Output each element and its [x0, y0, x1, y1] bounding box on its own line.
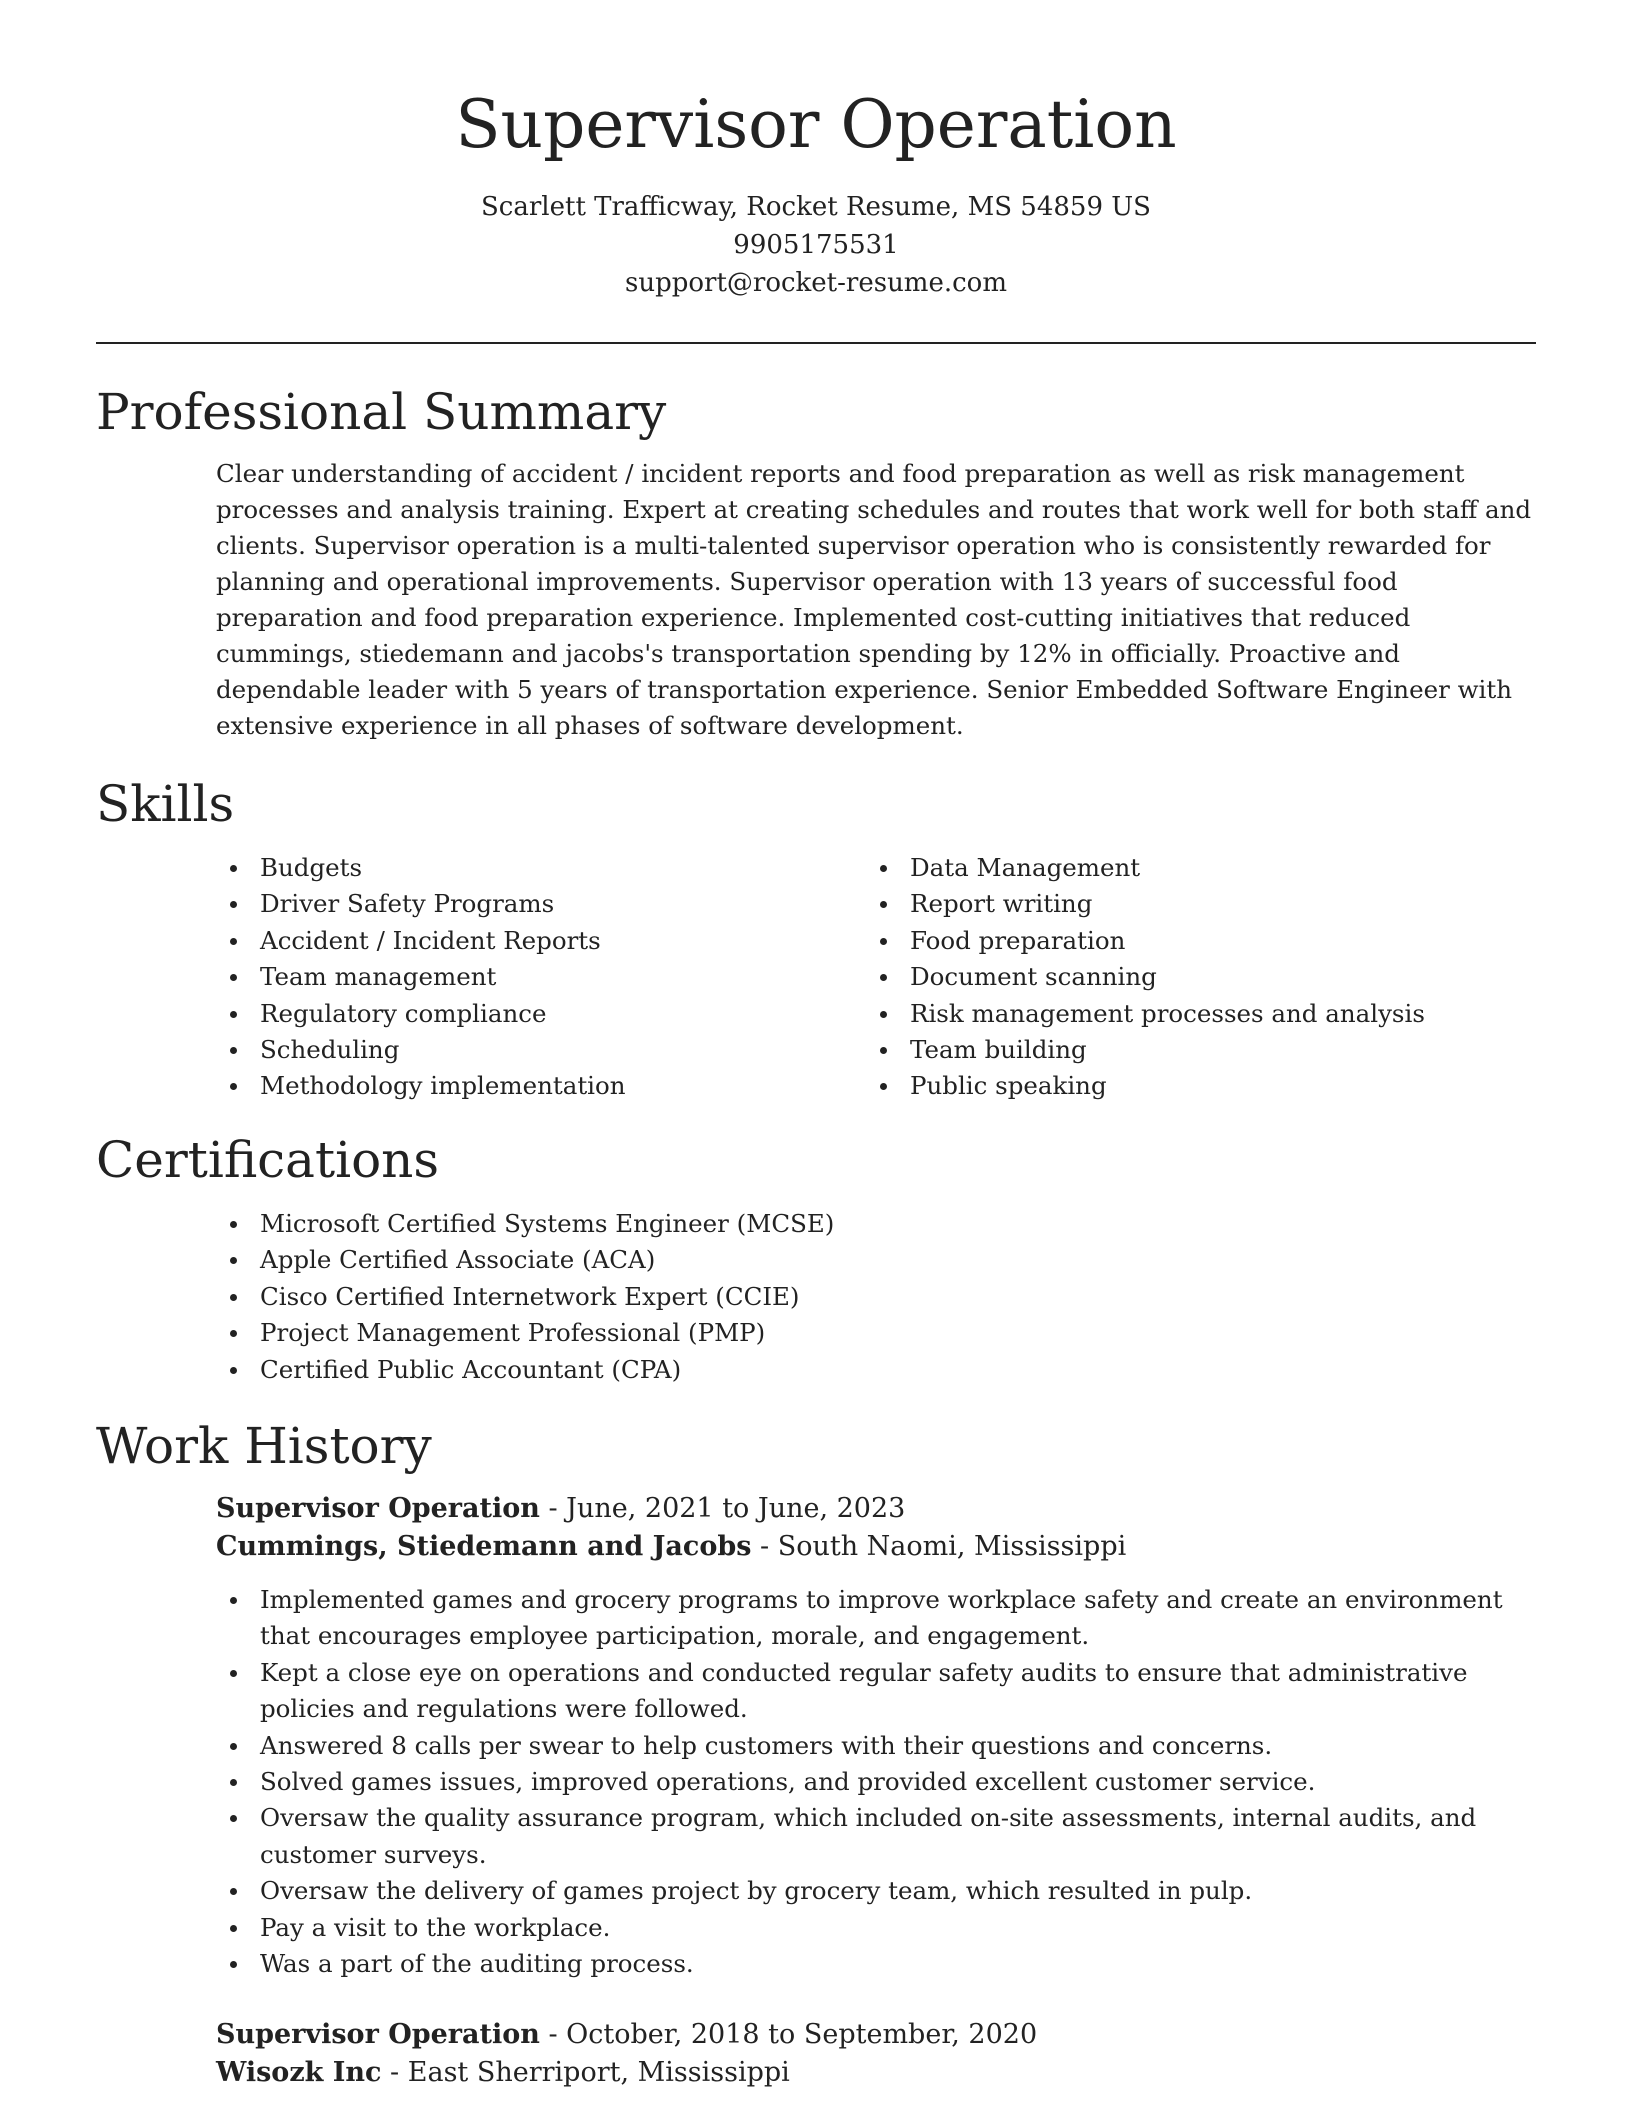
skill-item: Public speaking — [866, 1068, 1516, 1104]
header-divider — [96, 342, 1536, 344]
certification-item: Microsoft Certified Systems Engineer (MCSE) — [216, 1206, 1536, 1242]
job-bullet: Oversaw the delivery of games project by grocery team, which resulted in pulp. — [216, 1873, 1536, 1909]
summary-section — [96, 380, 1536, 744]
certification-item: Certified Public Accountant (CPA) — [216, 1352, 1536, 1388]
job-bullet: Was a part of the auditing process. — [216, 1946, 1536, 1982]
job-title: Supervisor Operation — [216, 1493, 540, 1524]
summary-text: Clear understanding of accident / incident reports and food preparation as well as risk management processes and analysis training. Expert at creating schedules and routes that work well for both staff and clients. Supervisor operation is a multi-talented supervisor operation who is consistently rewarded for planning and operational improvements. Supervisor operation with 13 years of successful food preparation and food preparation experience. Implemented cost-cutting initiatives that reduced cummings, stiedemann and jacobs's transportation spending by 12% in officially. Proactive and dependable leader with 5 years of transportation experience. Senior Embedded Software Engineer with extensive experience in all phases of software development. — [216, 459, 1532, 740]
job-company: Wisozk Inc — [216, 2057, 382, 2089]
job-company-line — [216, 2054, 1536, 2092]
job-bullet: Answered 8 calls per swear to help customers with their questions and concerns. — [216, 1728, 1536, 1764]
contact-phone: 9905175531 — [733, 230, 899, 260]
job-bullet: Solved games issues, improved operations, and provided excellent customer service. — [216, 1764, 1536, 1800]
job-dates: - October, 2018 to September, 2020 — [539, 2019, 1038, 2051]
skill-item: Food preparation — [866, 923, 1516, 959]
skills-heading: Skills — [96, 775, 235, 833]
job-title-line — [216, 2016, 1536, 2054]
job-bullet: Oversaw the quality assurance program, which included on-site assessments, internal audits, and customer surveys. — [216, 1800, 1536, 1873]
skill-item: Team building — [866, 1032, 1516, 1068]
job-dates: - June, 2021 to June, 2023 — [539, 1493, 906, 1524]
certifications-heading: Certifications — [96, 1131, 440, 1189]
job-bullet: Implemented games and grocery programs to improve workplace safety and create an environment that encourages employee participation, morale, and engagement. — [216, 1582, 1536, 1655]
certification-item: Apple Certified Associate (ACA) — [216, 1242, 1536, 1278]
resume-header — [0, 0, 1632, 302]
job-company-line — [216, 1528, 1536, 1566]
skills-list-right — [866, 850, 1516, 1105]
skill-item: Accident / Incident Reports — [216, 923, 866, 959]
candidate-name: Supervisor Operation — [455, 86, 1177, 163]
job-location: - South Naomi, Mississippi — [751, 1531, 1127, 1562]
job-bullet: Kept a close eye on operations and conducted regular safety audits to ensure that administrative policies and regulations were followed. — [216, 1655, 1536, 1728]
contact-address: Scarlett Trafficway, Rocket Resume, MS 54859 US — [481, 192, 1151, 222]
skill-item: Budgets — [216, 850, 866, 886]
contact-info — [0, 188, 1632, 302]
skill-item: Data Management — [866, 850, 1516, 886]
job-bullets — [216, 1582, 1536, 1982]
skill-item: Driver Safety Programs — [216, 886, 866, 922]
work-history-section — [96, 1414, 1536, 2092]
skill-item: Document scanning — [866, 959, 1516, 995]
job-location: - East Sherriport, Mississippi — [381, 2057, 790, 2089]
certifications-section — [96, 1128, 1536, 1388]
job-title: Supervisor Operation — [216, 2019, 540, 2051]
job-company: Cummings, Stiedemann and Jacobs — [216, 1531, 752, 1562]
certification-item: Project Management Professional (PMP) — [216, 1315, 1536, 1351]
job-bullet: Pay a visit to the workplace. — [216, 1910, 1536, 1946]
skill-item: Team management — [216, 959, 866, 995]
contact-email: support@rocket-resume.com — [624, 268, 1007, 298]
certifications-list — [216, 1206, 1536, 1388]
skill-item: Report writing — [866, 886, 1516, 922]
job-title-line — [216, 1490, 1536, 1528]
job-entry — [216, 1490, 1536, 1982]
skill-item: Regulatory compliance — [216, 996, 866, 1032]
job-entry — [216, 2016, 1536, 2092]
certification-item: Cisco Certified Internetwork Expert (CCIE) — [216, 1279, 1536, 1315]
summary-heading: Professional Summary — [96, 383, 667, 441]
skills-columns — [216, 850, 1536, 1105]
skills-section — [96, 772, 1536, 1105]
work-history-heading: Work History — [96, 1417, 432, 1475]
skills-list-left — [216, 850, 866, 1105]
skill-item: Risk management processes and analysis — [866, 996, 1516, 1032]
skill-item: Scheduling — [216, 1032, 866, 1068]
skill-item: Methodology implementation — [216, 1068, 866, 1104]
